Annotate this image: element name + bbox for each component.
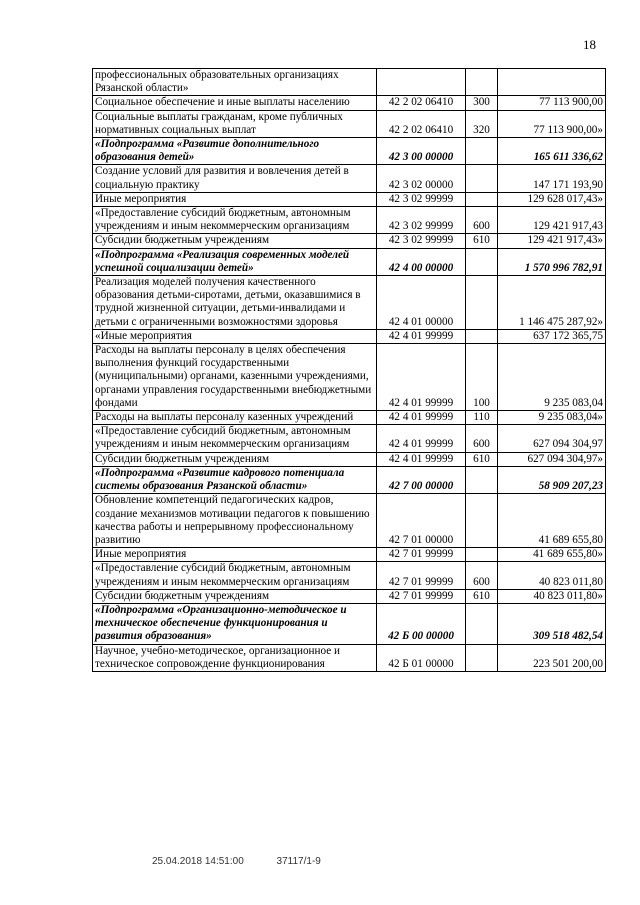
row-name-cell: Создание условий для развития и вовлечения детей в социальную практику xyxy=(93,165,377,192)
table-row xyxy=(93,494,606,548)
row-name-cell: «Предоставление субсидий бюджетным, автономным учреждениям и иным некоммерческим организациям xyxy=(93,562,377,589)
table-row xyxy=(93,466,606,493)
row-type-cell xyxy=(466,248,498,275)
table-row xyxy=(93,207,606,234)
row-sum-cell xyxy=(498,69,606,96)
row-type-cell: 110 xyxy=(466,411,498,425)
row-code-cell: 42 7 00 00000 xyxy=(377,466,466,493)
row-sum-cell: 77 113 900,00» xyxy=(498,110,606,137)
row-code-cell: 42 4 01 00000 xyxy=(377,276,466,330)
row-sum-cell: 9 235 083,04 xyxy=(498,344,606,411)
table-row xyxy=(93,96,606,110)
table-row xyxy=(93,192,606,206)
page-number: 18 xyxy=(583,37,596,52)
row-code-cell: 42 7 01 00000 xyxy=(377,494,466,548)
row-name-cell: Иные мероприятия xyxy=(93,548,377,562)
row-sum-cell: 129 421 917,43 xyxy=(498,207,606,234)
row-name-cell: «Подпрограмма «Организационно-методическое и техническое обеспечение функционирования и развития образования» xyxy=(93,603,377,644)
row-name-cell: Субсидии бюджетным учреждениям xyxy=(93,589,377,603)
row-name-cell: Обновление компетенций педагогических кадров, создание механизмов мотивации педагогов к повышению качества работы и непрерывному профессиональному развитию xyxy=(93,494,377,548)
row-name-cell: профессиональных образовательных организациях Рязанской области» xyxy=(93,69,377,96)
footer-stamp xyxy=(152,856,351,867)
table-row xyxy=(93,603,606,644)
footer-timestamp: 25.04.2018 14:51:00 xyxy=(152,856,244,867)
row-sum-cell: 147 171 193,90 xyxy=(498,165,606,192)
row-type-cell: 300 xyxy=(466,96,498,110)
row-sum-cell: 58 909 207,23 xyxy=(498,466,606,493)
row-code-cell xyxy=(377,69,466,96)
row-sum-cell: 1 146 475 287,92» xyxy=(498,276,606,330)
row-code-cell: 42 4 01 99999 xyxy=(377,411,466,425)
row-name-cell: Социальные выплаты гражданам, кроме публичных нормативных социальных выплат xyxy=(93,110,377,137)
row-type-cell xyxy=(466,548,498,562)
row-type-cell: 610 xyxy=(466,589,498,603)
table-row xyxy=(93,110,606,137)
row-name-cell: «Подпрограмма «Развитие дополнительного образования детей» xyxy=(93,138,377,165)
row-code-cell: 42 4 01 99999 xyxy=(377,425,466,452)
table-row xyxy=(93,276,606,330)
row-name-cell: «Подпрограмма «Реализация современных моделей успешной социализации детей» xyxy=(93,248,377,275)
budget-table xyxy=(92,68,606,672)
row-code-cell: 42 4 01 99999 xyxy=(377,452,466,466)
row-sum-cell: 627 094 304,97 xyxy=(498,425,606,452)
row-type-cell xyxy=(466,165,498,192)
row-code-cell: 42 7 01 99999 xyxy=(377,589,466,603)
table-row xyxy=(93,452,606,466)
row-name-cell: «Подпрограмма «Развитие кадрового потенциала системы образования Рязанской области» xyxy=(93,466,377,493)
row-name-cell: Субсидии бюджетным учреждениям xyxy=(93,452,377,466)
row-name-cell: Научное, учебно-методическое, организационное и техническое сопровождение функционирования xyxy=(93,644,377,671)
row-sum-cell: 165 611 336,62 xyxy=(498,138,606,165)
row-sum-cell: 40 823 011,80 xyxy=(498,562,606,589)
row-code-cell: 42 3 00 00000 xyxy=(377,138,466,165)
table-row xyxy=(93,644,606,671)
table-row xyxy=(93,69,606,96)
row-type-cell: 600 xyxy=(466,562,498,589)
row-code-cell: 42 7 01 99999 xyxy=(377,548,466,562)
row-name-cell: Иные мероприятия xyxy=(93,192,377,206)
table-row xyxy=(93,138,606,165)
row-sum-cell: 41 689 655,80 xyxy=(498,494,606,548)
table-row xyxy=(93,425,606,452)
row-name-cell: Реализация моделей получения качественного образования детьми-сиротами, детьми, оказавшимися в трудной жизненной ситуации, детьми-инвалидами и детьми с ограниченными возможностями здоровья xyxy=(93,276,377,330)
table-row xyxy=(93,329,606,343)
row-code-cell: 42 4 01 99999 xyxy=(377,329,466,343)
row-name-cell: «Предоставление субсидий бюджетным, автономным учреждениям и иным некоммерческим организациям xyxy=(93,425,377,452)
table-row xyxy=(93,165,606,192)
row-sum-cell: 40 823 011,80» xyxy=(498,589,606,603)
row-code-cell: 42 2 02 06410 xyxy=(377,110,466,137)
row-type-cell: 600 xyxy=(466,425,498,452)
row-type-cell xyxy=(466,276,498,330)
row-code-cell: 42 4 00 00000 xyxy=(377,248,466,275)
row-sum-cell: 637 172 365,75 xyxy=(498,329,606,343)
row-sum-cell: 223 501 200,00 xyxy=(498,644,606,671)
table-row xyxy=(93,548,606,562)
row-type-cell xyxy=(466,329,498,343)
row-code-cell: 42 3 02 99999 xyxy=(377,207,466,234)
row-type-cell xyxy=(466,138,498,165)
row-sum-cell: 77 113 900,00 xyxy=(498,96,606,110)
row-name-cell: «Предоставление субсидий бюджетным, автономным учреждениям и иным некоммерческим организациям xyxy=(93,207,377,234)
row-sum-cell: 129 421 917,43» xyxy=(498,234,606,248)
row-code-cell: 42 2 02 06410 xyxy=(377,96,466,110)
table-row xyxy=(93,411,606,425)
row-sum-cell: 1 570 996 782,91 xyxy=(498,248,606,275)
row-code-cell: 42 Б 01 00000 xyxy=(377,644,466,671)
row-sum-cell: 627 094 304,97» xyxy=(498,452,606,466)
row-type-cell: 100 xyxy=(466,344,498,411)
table-row xyxy=(93,589,606,603)
row-name-cell: «Иные мероприятия xyxy=(93,329,377,343)
row-name-cell: Расходы на выплаты персоналу казенных учреждений xyxy=(93,411,377,425)
row-type-cell: 610 xyxy=(466,452,498,466)
budget-table-body xyxy=(93,69,606,672)
row-name-cell: Социальное обеспечение и иные выплаты населению xyxy=(93,96,377,110)
table-row xyxy=(93,234,606,248)
row-type-cell xyxy=(466,644,498,671)
footer-doc-id: 37117/1-9 xyxy=(276,856,321,867)
row-code-cell: 42 4 01 99999 xyxy=(377,344,466,411)
row-sum-cell: 9 235 083,04» xyxy=(498,411,606,425)
row-sum-cell: 129 628 017,43» xyxy=(498,192,606,206)
row-type-cell xyxy=(466,603,498,644)
row-type-cell: 610 xyxy=(466,234,498,248)
row-type-cell: 600 xyxy=(466,207,498,234)
table-row xyxy=(93,248,606,275)
row-code-cell: 42 3 02 99999 xyxy=(377,234,466,248)
table-row xyxy=(93,562,606,589)
row-sum-cell: 41 689 655,80» xyxy=(498,548,606,562)
row-type-cell xyxy=(466,494,498,548)
row-sum-cell: 309 518 482,54 xyxy=(498,603,606,644)
row-type-cell: 320 xyxy=(466,110,498,137)
row-code-cell: 42 3 02 99999 xyxy=(377,192,466,206)
row-code-cell: 42 7 01 99999 xyxy=(377,562,466,589)
row-code-cell: 42 Б 00 00000 xyxy=(377,603,466,644)
row-name-cell: Субсидии бюджетным учреждениям xyxy=(93,234,377,248)
row-code-cell: 42 3 02 00000 xyxy=(377,165,466,192)
row-type-cell xyxy=(466,192,498,206)
table-row xyxy=(93,344,606,411)
row-type-cell xyxy=(466,466,498,493)
row-name-cell: Расходы на выплаты персоналу в целях обеспечения выполнения функций государственными (муниципальными) органами, казенными учреждениями, органами управления государственными внебюджетными фондами xyxy=(93,344,377,411)
row-type-cell xyxy=(466,69,498,96)
